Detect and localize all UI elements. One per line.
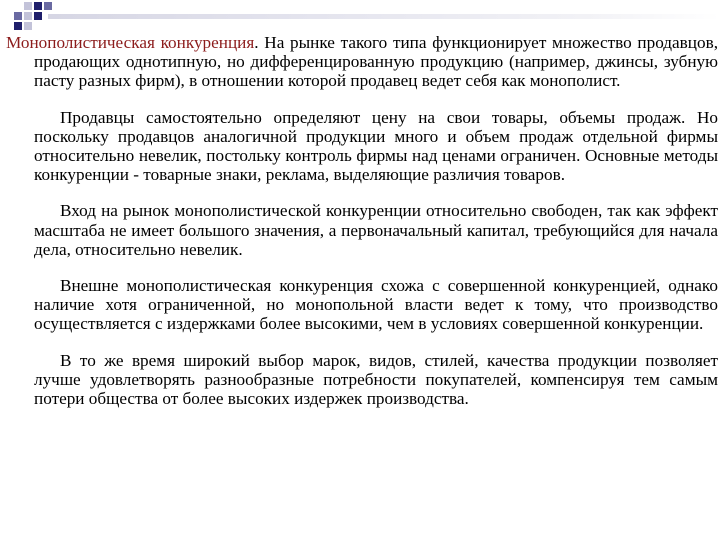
definition-text: . На рынке такого типа функционирует множество продавцов, продающих однотипную, но дифференцированную продукцию (например, джинсы, зубную пасту разных фирм), в отношении которой продавец ведет себя как монополист. [34,33,718,91]
square-decoration [24,2,32,10]
square-decoration [34,12,42,20]
key-term: Монополистическая конкуренция [6,33,255,52]
definition-paragraph [6,33,718,91]
header-gradient-bar [48,14,720,19]
paragraph-market-entry: Вход на рынок монополистической конкуренции относительно свободен, так как эффект масштаба не имеет большого значения, а первоначальный капитал, требующийся для начала дела, относительно невелик. [34,201,718,259]
square-decoration [34,2,42,10]
square-decoration [14,22,22,30]
paragraph-comparison: Внешне монополистическая конкуренция схожа с совершенной конкуренцией, однако наличие хотя ограниченной, но монопольной власти ведет к тому, что производство осуществляется с издержками более высокими, чем в условиях совершенной конкуренции. [34,276,718,334]
paragraph-pricing: Продавцы самостоятельно определяют цену на свои товары, объемы продаж. Но поскольку продавцов аналогичной продукции много и объем продаж отдельной фирмы относительно невелик, постольку контроль фирмы над ценами ограничен. Основные методы конкуренции - товарные знаки, реклама, выделяющие различия товаров. [34,107,718,185]
slide-content [6,33,718,408]
square-decoration [14,12,22,20]
square-decoration [24,22,32,30]
square-decoration [24,12,32,20]
paragraph-variety: В то же время широкий выбор марок, видов, стилей, качества продукции позволяет лучше удовлетворять разнообразные потребности покупателей, компенсируя тем самым потери общества от более высоких издержек производства. [34,350,718,409]
square-decoration [44,2,52,10]
